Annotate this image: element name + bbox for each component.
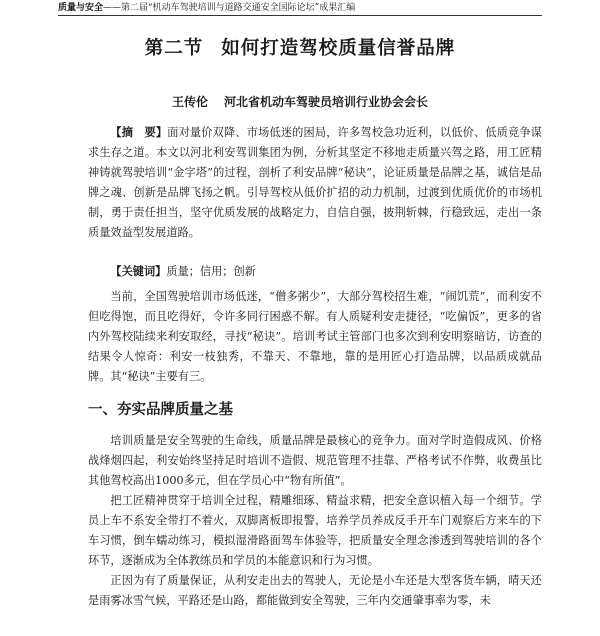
byline bbox=[0, 93, 600, 110]
running-header bbox=[58, 2, 538, 14]
author-name: 王传伦 bbox=[171, 95, 208, 109]
header-rule bbox=[58, 15, 542, 16]
abstract bbox=[88, 123, 542, 243]
keywords-text: 质量；信用；创新 bbox=[166, 265, 256, 278]
section-heading: 一、夯实品牌质量之基 bbox=[88, 402, 233, 418]
abstract-text: 面对量价双降、市场低迷的困局，许多驾校急功近利，以低价、低质竞争谋求生存之道。本文以河北利安驾训集团为例，分析其坚定不移地走质量兴驾之路，用工匠精神铸就驾驶培训“金字塔”的过程，剖析了利安品牌“秘诀”，论证质量是品牌之基，诚信是品牌之魂、创新是品牌飞扬之帆。引导驾校从低价扩招的动力机制，过渡到优质优价的市场机制，勇于责任担当，坚守优质发展的战略定力，自信自强，披荆斩棘，行稳致远，走出一条质量效益型发展道路。 bbox=[88, 126, 542, 239]
section-title bbox=[0, 34, 600, 60]
intro-paragraph: 当前，全国驾驶培训市场低迷，“僧多粥少”，大部分驾校招生难，“闹饥荒”，而利安不但吃得饱，而且吃得好，令许多同行困惑不解。有人质疑利安走捷径，“吃偏饭”，更多的省内外驾校陆续来利安取经，寻找“秘诀”。培训考试主管部门也多次到利安明察暗访，访查的结果令人惊奇：利安一枝独秀，不靠天、不靠地，靠的是用匠心打造品牌，以品质成就品牌。其“秘诀”主要有三。 bbox=[88, 290, 542, 383]
author-affiliation: 河北省机动车驾驶员培训行业协会会长 bbox=[224, 95, 429, 109]
body-paragraph: 把工匠精神贯穿于培训全过程，精雕细琢、精益求精，把安全意识植入每一个细节。学员上车不系安全带打不着火，双脚离板即报警，培养学员养成反手开车门观察后方来车的下车习惯，倒车蠕动练习，模拟湿滑路面驾车体验等，把质量安全理念渗透到驾驶培训的各个环节，逐渐成为全体教练员和学员的本能意识和行为习惯。 bbox=[88, 494, 542, 567]
section-body bbox=[88, 431, 542, 611]
keywords bbox=[88, 262, 542, 282]
body-paragraph: 正因为有了质量保证，从利安走出去的驾驶人，无论是小车还是大型客货车辆，晴天还是雨雾冰雪气候，平路还是山路，都能做到安全驾驶，三年内交通肇事率为零，未 bbox=[88, 574, 542, 607]
journal-name: 质量与安全 bbox=[58, 3, 104, 13]
abstract-label: 【摘 要】 bbox=[110, 126, 168, 139]
body-paragraph: 培训质量是安全驾驶的生命线，质量品牌是最核心的竞争力。面对学时造假成风、价格战烽烟四起，利安始终坚持足时培训不造假、规范管理不挂靠、严格考试不作弊，收费虽比其他驾校高出1000多元，但在学员心中“物有所值”。 bbox=[88, 434, 542, 487]
running-header-subtitle: ——第二届“机动车驾驶培训与道路交通安全国际论坛”成果汇编 bbox=[103, 3, 356, 13]
keywords-label: 【关键词】 bbox=[110, 265, 167, 278]
intro-section bbox=[88, 287, 542, 387]
section-number: 第二节 bbox=[144, 38, 204, 59]
section-title-text: 如何打造驾校质量信誉品牌 bbox=[221, 38, 456, 59]
